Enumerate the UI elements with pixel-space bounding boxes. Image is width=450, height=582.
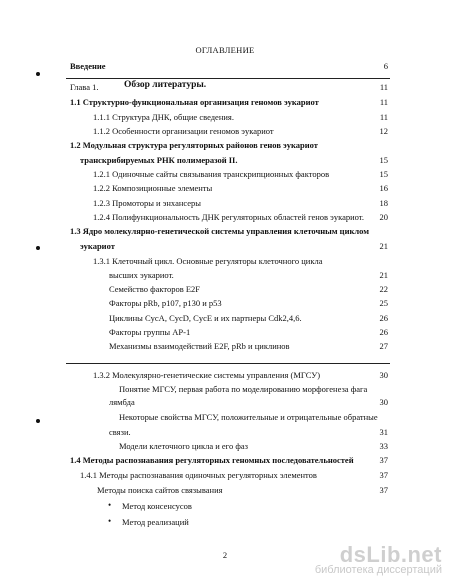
toc-entry-text: Метод реализаций	[122, 517, 189, 527]
toc-entry-text: Циклины CycA, CycD, CycE и их партнеры Cdk2,4,6.	[109, 313, 302, 323]
toc-entry-text: 1.1.1 Структура ДНК, общие сведения.	[93, 112, 234, 122]
margin-dot	[36, 72, 40, 76]
toc-entry-page: 15	[379, 169, 388, 179]
toc-entry-text: 1.2.2 Композиционные элементы	[93, 183, 213, 193]
divider	[66, 363, 390, 364]
toc-entry-page: 15	[379, 155, 388, 165]
watermark-brand: dsLib.net	[339, 542, 442, 567]
watermark-logo	[315, 542, 442, 576]
toc-entry-text: 1.1.2 Особенности организации геномов эукариот	[93, 126, 274, 136]
toc-entry-text: Факторы pRb, p107, p130 и p53	[109, 298, 222, 308]
toc-entry-page: 25	[379, 298, 388, 308]
toc-entry-text: 1.4.1 Методы распознавания одиночных регуляторных элементов	[80, 470, 317, 480]
toc-entry-page: 16	[379, 183, 388, 193]
toc-entry-text: 1.2.4 Полифункциональность ДНК регуляторных областей генов эукариот.	[93, 212, 364, 222]
toc-entry-text: высших эукариот.	[109, 270, 174, 280]
toc-entry-page: 22	[379, 284, 388, 294]
toc-entry-text: 1.3.1 Клеточный цикл. Основные регуляторы клеточного цикла	[93, 256, 323, 266]
toc-entry-text: 1.3.2 Молекулярно-генетические системы управления (МГСУ)	[93, 370, 321, 380]
page-title: ОГЛАВЛЕНИЕ	[195, 45, 255, 55]
margin-dot	[36, 419, 40, 423]
toc-entry-page: 21	[379, 270, 388, 280]
watermark-subtitle: библиотека диссертаций	[314, 564, 442, 576]
toc-entry-text: 1.4 Методы распознавания регуляторных геномных последовательностей	[70, 455, 354, 465]
toc-entry-page: 6	[383, 61, 388, 71]
toc-entry-text: Глава 1.	[70, 82, 99, 92]
toc-entry-text: связи.	[109, 427, 131, 437]
toc-entry-page: 37	[379, 455, 388, 465]
toc-entry-text: Введение	[70, 61, 106, 71]
toc-entry-text: 1.3 Ядро молекулярно-генетической системы управления клеточным циклом	[70, 226, 370, 236]
toc-entry-page: 37	[379, 470, 388, 480]
margin-dot	[36, 246, 40, 250]
toc-entry-page: 27	[379, 341, 388, 351]
divider	[66, 78, 390, 79]
toc-entry-text: Факторы группы AP-1	[109, 327, 191, 337]
toc-entry-text: 1.2.1 Одиночные сайты связывания транскрипционных факторов	[93, 169, 330, 179]
toc-entry-text: Методы поиска сайтов связывания	[97, 485, 223, 495]
toc-entry-text: Метод консенсусов	[122, 501, 192, 511]
toc-entry-page: 33	[379, 441, 388, 451]
toc-entry-text: Понятие МГСУ, первая работа по моделированию морфогенеза фага	[119, 384, 368, 394]
toc-entry-text: Модели клеточного цикла и его фаз	[119, 441, 248, 451]
toc-entry-text: эукариот	[80, 241, 115, 251]
toc-entry-page: 11	[379, 97, 388, 107]
toc-entry-page: 30	[379, 370, 388, 380]
toc-entry-text: 1.2.3 Промоторы и энхансеры	[93, 198, 201, 208]
bullet-icon: •	[108, 500, 112, 510]
toc-entry-page: 37	[379, 485, 388, 495]
toc-entry-page: 26	[379, 313, 388, 323]
toc-entry-page: 18	[379, 198, 388, 208]
toc-entry-page: 11	[379, 82, 388, 92]
toc-entry-text: Обзор литературы.	[124, 80, 207, 90]
toc-entry-text: транскрибируемых РНК полимеразой II.	[80, 155, 238, 165]
toc-entry-page: 30	[379, 397, 388, 407]
toc-entry-page: 31	[379, 427, 388, 437]
toc-entry-text: 1.1 Структурно-функциональная организация геномов эукариот	[70, 97, 319, 107]
bullet-icon: •	[108, 516, 112, 526]
toc-entry-page: 11	[379, 112, 388, 122]
toc-entry-text: Семейство факторов E2F	[109, 284, 201, 294]
toc-entry-page: 26	[379, 327, 388, 337]
toc-entry-page: 12	[379, 126, 388, 136]
toc-entry-page: 21	[379, 241, 388, 251]
page-number: 2	[222, 550, 228, 560]
toc-entry-page: 20	[379, 212, 388, 222]
toc-entry-text: 1.2 Модульная структура регуляторных районов генов эукариот	[70, 140, 318, 150]
toc-entry-text: Механизмы взаимодействий E2F, pRb и циклинов	[109, 341, 290, 351]
toc-entry-text: Некоторые свойства МГСУ, положительные и отрицательные обратные	[119, 412, 378, 422]
toc-entry-text: лямбда	[109, 397, 135, 407]
